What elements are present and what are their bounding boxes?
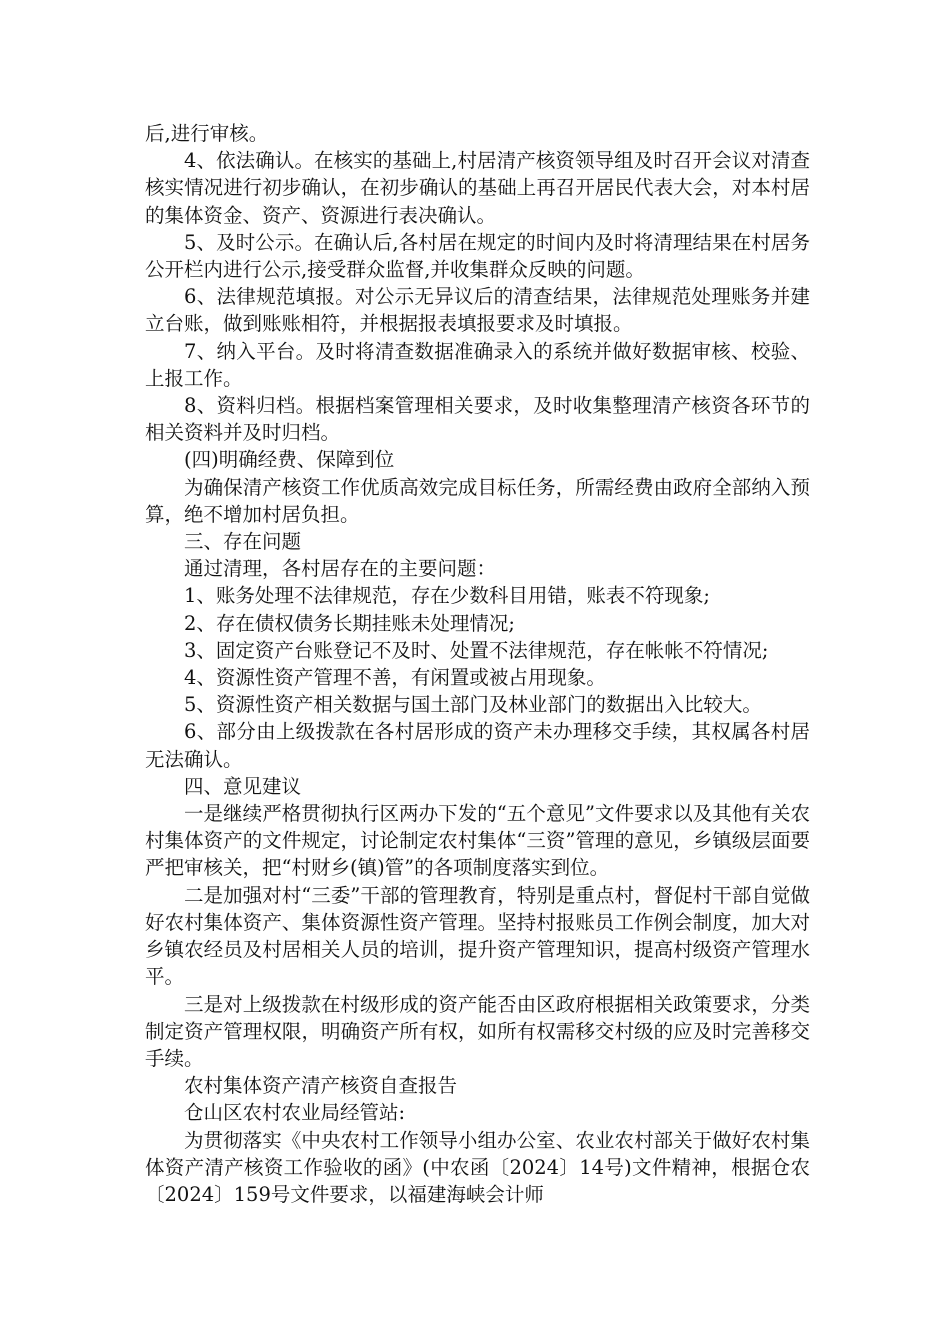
paragraph-continuation: 后,进行审核。 [145, 122, 269, 145]
problem-item-6: 6、部分由上级拨款在各村居形成的资产未办理移交手续，其权属各村居无法确认。 [145, 720, 810, 771]
suggestion-1: 一是继续严格贯彻执行区两办下发的“五个意见”文件要求以及其他有关农村集体资产的文件规定，讨论制定农村集体“三资”管理的意见，乡镇级层面要严把审核关，把“村财乡(镇)管”的各项制度落实到位。 [145, 802, 810, 880]
problem-item-2: 2、存在债权债务长期挂账未处理情况; [184, 611, 515, 635]
paragraph-item-8: 8、资料归档。根据档案管理相关要求，及时收集整理清产核资各环节的相关资料并及时归档。 [145, 394, 810, 445]
problem-item-4: 4、资源性资产管理不善，有闲置或被占用现象。 [184, 666, 606, 690]
paragraph-item-7: 7、纳入平台。及时将清查数据准确录入的系统并做好数据审核、校验、上报工作。 [145, 339, 810, 390]
paragraph-item-4: 4、依法确认。在核实的基础上,村居清产核资领导组及时召开会议对清查核实情况进行初步确认，在初步确认的基础上再召开居民代表大会，对本村居的集体资金、资产、资源进行表决确认。 [145, 149, 810, 227]
paragraph-funding: 为确保清产核资工作优质高效完成目标任务，所需经费由政府全部纳入预算，绝不增加村居负担。 [145, 475, 810, 526]
report-opening-paragraph: 为贯彻落实《中央农村工作领导小组办公室、农业农村部关于做好农村集体资产清产核资工作验收的函》(中农函〔2024〕14号)文件精神，根据仓农〔2024〕159号文件要求，以福建海峡会计师 [145, 1128, 810, 1206]
report-title: 农村集体资产清产核资自查报告 [184, 1074, 458, 1098]
problem-item-3: 3、固定资产台账登记不及时、处置不法律规范，存在帐帐不符情况; [184, 638, 769, 662]
report-recipient: 仓山区农村农业局经管站: [184, 1101, 406, 1125]
problem-item-1: 1、账务处理不法律规范，存在少数科目用错，账表不符现象; [184, 584, 710, 608]
heading-suggestions: 四、意见建议 [184, 774, 302, 798]
problem-item-5: 5、资源性资产相关数据与国土部门及林业部门的数据出入比较大。 [184, 693, 762, 717]
paragraph-item-5: 5、及时公示。在确认后,各村居在规定的时间内及时将清理结果在村居务公开栏内进行公示,接受群众监督,并收集群众反映的问题。 [145, 230, 810, 282]
document-body [145, 120, 810, 1208]
suggestion-2: 二是加强对村“三委”干部的管理教育，特别是重点村，督促村干部自觉做好农村集体资产、集体资源性资产管理。坚持村报账员工作例会制度，加大对乡镇农经员及村居相关人员的培训，提升资产管理知识，提高村级资产管理水平。 [145, 883, 810, 989]
subheading-funding: (四)明确经费、保障到位 [184, 448, 395, 472]
paragraph-problems-intro: 通过清理，各村居存在的主要问题： [184, 557, 497, 581]
suggestion-3: 三是对上级拨款在村级形成的资产能否由区政府根据相关政策要求，分类制定资产管理权限，明确资产所有权，如所有权需移交村级的应及时完善移交手续。 [145, 992, 810, 1070]
heading-problems: 三、存在问题 [184, 530, 302, 554]
paragraph-item-6: 6、法律规范填报。对公示无异议后的清查结果，法律规范处理账务并建立台账，做到账账相符，并根据报表填报要求及时填报。 [145, 285, 810, 336]
